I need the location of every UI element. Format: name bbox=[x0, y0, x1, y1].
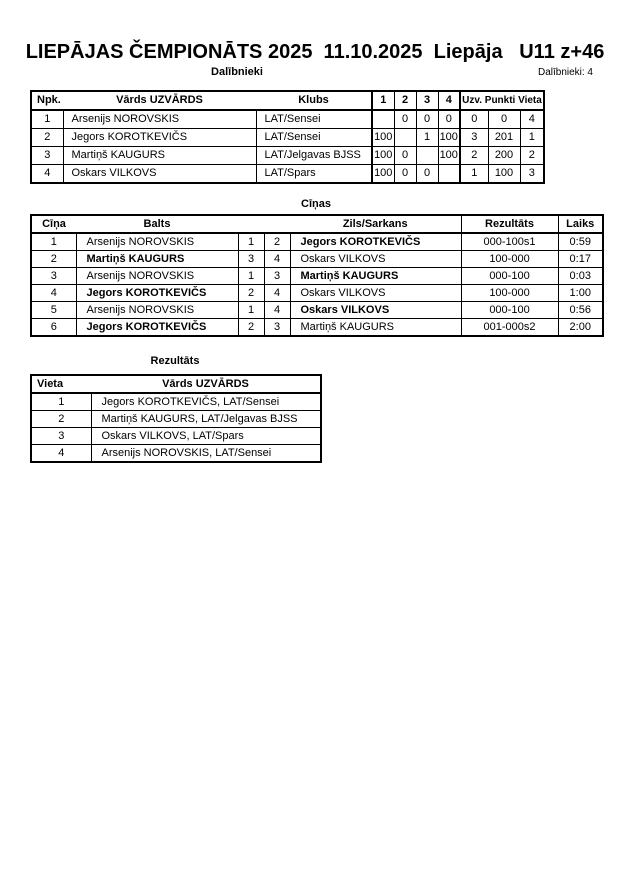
points-cell: 201 bbox=[488, 129, 520, 147]
fight-time: 0:59 bbox=[558, 233, 603, 251]
participant-club: LAT/Sensei bbox=[256, 110, 372, 129]
result-place: 2 bbox=[31, 411, 91, 428]
blue-name: Jegors KOROTKEVIČS bbox=[290, 233, 461, 251]
fight-number: 5 bbox=[31, 302, 76, 319]
fight-time: 0:03 bbox=[558, 268, 603, 285]
score-cell bbox=[438, 165, 460, 184]
col-header-blue-no bbox=[264, 215, 290, 233]
participant-club: LAT/Spars bbox=[256, 165, 372, 184]
results-table bbox=[30, 374, 322, 463]
fight-number: 3 bbox=[31, 268, 76, 285]
fight-result: 000-100 bbox=[461, 268, 558, 285]
blue-number: 4 bbox=[264, 302, 290, 319]
col-header-4: 4 bbox=[438, 91, 460, 110]
col-header-blue: Zils/Sarkans bbox=[290, 215, 461, 233]
col-header-result-name: Vārds UZVĀRDS bbox=[91, 375, 321, 393]
points-cell: 200 bbox=[488, 147, 520, 165]
participant-club: LAT/Sensei bbox=[256, 129, 372, 147]
result-place: 3 bbox=[31, 428, 91, 445]
score-cell: 1 bbox=[416, 129, 438, 147]
blue-name: Oskars VILKOVS bbox=[290, 285, 461, 302]
fight-number: 2 bbox=[31, 251, 76, 268]
fight-row bbox=[31, 285, 603, 302]
participant-row bbox=[31, 110, 544, 129]
result-name: Arsenijs NOROVSKIS, LAT/Sensei bbox=[91, 445, 321, 463]
participant-name: Jegors KOROTKEVIČS bbox=[63, 129, 256, 147]
participant-npk: 2 bbox=[31, 129, 63, 147]
col-header-2: 2 bbox=[394, 91, 416, 110]
participant-row bbox=[31, 147, 544, 165]
participant-name: Martiņš KAUGURS bbox=[63, 147, 256, 165]
white-name: Arsenijs NOROVSKIS bbox=[76, 268, 238, 285]
fight-row bbox=[31, 302, 603, 319]
blue-number: 4 bbox=[264, 251, 290, 268]
fight-time: 1:00 bbox=[558, 285, 603, 302]
score-cell: 0 bbox=[416, 110, 438, 129]
participant-npk: 3 bbox=[31, 147, 63, 165]
score-cell: 100 bbox=[372, 165, 394, 184]
participant-name: Oskars VILKOVS bbox=[63, 165, 256, 184]
score-cell: 0 bbox=[394, 165, 416, 184]
points-cell: 0 bbox=[488, 110, 520, 129]
col-header-place: Vieta bbox=[31, 375, 91, 393]
score-cell: 0 bbox=[394, 147, 416, 165]
col-header-summary: Uzv. Punkti Vieta bbox=[460, 91, 544, 110]
result-place: 1 bbox=[31, 393, 91, 411]
fight-time: 0:56 bbox=[558, 302, 603, 319]
blue-name: Martiņš KAUGURS bbox=[290, 319, 461, 337]
col-header-time: Laiks bbox=[558, 215, 603, 233]
participant-club: LAT/Jelgavas BJSS bbox=[256, 147, 372, 165]
points-cell: 100 bbox=[488, 165, 520, 184]
participant-row bbox=[31, 165, 544, 184]
blue-number: 3 bbox=[264, 268, 290, 285]
fight-result: 000-100 bbox=[461, 302, 558, 319]
col-header-name: Vārds UZVĀRDS bbox=[63, 91, 256, 110]
page-title: LIEPĀJAS ČEMPIONĀTS 2025 11.10.2025 Liepāja U11 z+46 bbox=[25, 41, 605, 63]
score-cell: 100 bbox=[372, 129, 394, 147]
col-header-club: Klubs bbox=[256, 91, 372, 110]
score-cell bbox=[372, 110, 394, 129]
fights-header-row bbox=[31, 215, 603, 233]
result-name: Oskars VILKOVS, LAT/Spars bbox=[91, 428, 321, 445]
score-cell: 0 bbox=[416, 165, 438, 184]
score-cell bbox=[416, 147, 438, 165]
score-cell: 100 bbox=[438, 147, 460, 165]
score-cell bbox=[394, 129, 416, 147]
fight-result: 100-000 bbox=[461, 285, 558, 302]
white-name: Martiņš KAUGURS bbox=[76, 251, 238, 268]
result-name: Martiņš KAUGURS, LAT/Jelgavas BJSS bbox=[91, 411, 321, 428]
participants-count: Dalībnieki: 4 bbox=[537, 67, 593, 78]
fights-table bbox=[30, 214, 604, 337]
blue-name: Martiņš KAUGURS bbox=[290, 268, 461, 285]
result-row bbox=[31, 393, 321, 411]
white-name: Jegors KOROTKEVIČS bbox=[76, 285, 238, 302]
white-name: Jegors KOROTKEVIČS bbox=[76, 319, 238, 337]
white-number: 3 bbox=[238, 251, 264, 268]
result-row bbox=[31, 445, 321, 463]
blue-number: 4 bbox=[264, 285, 290, 302]
section-title-results: Rezultāts bbox=[150, 355, 200, 367]
fight-result: 100-000 bbox=[461, 251, 558, 268]
col-header-white: Balts bbox=[76, 215, 238, 233]
white-name: Arsenijs NOROVSKIS bbox=[76, 302, 238, 319]
fight-number: 4 bbox=[31, 285, 76, 302]
col-header-npk: Npk. bbox=[31, 91, 63, 110]
participant-npk: 1 bbox=[31, 110, 63, 129]
col-header-3: 3 bbox=[416, 91, 438, 110]
fight-number: 1 bbox=[31, 233, 76, 251]
result-name: Jegors KOROTKEVIČS, LAT/Sensei bbox=[91, 393, 321, 411]
wins-cell: 3 bbox=[460, 129, 488, 147]
score-cell: 100 bbox=[438, 129, 460, 147]
blue-number: 2 bbox=[264, 233, 290, 251]
fight-row bbox=[31, 251, 603, 268]
fight-row bbox=[31, 268, 603, 285]
wins-cell: 1 bbox=[460, 165, 488, 184]
participant-npk: 4 bbox=[31, 165, 63, 184]
white-number: 2 bbox=[238, 285, 264, 302]
participants-header-row bbox=[31, 91, 544, 110]
col-header-white-no bbox=[238, 215, 264, 233]
wins-cell: 0 bbox=[460, 110, 488, 129]
white-number: 1 bbox=[238, 302, 264, 319]
place-cell: 4 bbox=[520, 110, 544, 129]
place-cell: 1 bbox=[520, 129, 544, 147]
results-header-row bbox=[31, 375, 321, 393]
white-name: Arsenijs NOROVSKIS bbox=[76, 233, 238, 251]
section-title-fights: Cīņas bbox=[301, 198, 331, 210]
wins-cell: 2 bbox=[460, 147, 488, 165]
white-number: 1 bbox=[238, 233, 264, 251]
blue-name: Oskars VILKOVS bbox=[290, 251, 461, 268]
fight-row bbox=[31, 319, 603, 337]
score-cell: 0 bbox=[438, 110, 460, 129]
fight-result: 000-100s1 bbox=[461, 233, 558, 251]
result-row bbox=[31, 428, 321, 445]
blue-name: Oskars VILKOVS bbox=[290, 302, 461, 319]
fight-time: 2:00 bbox=[558, 319, 603, 337]
fight-row bbox=[31, 233, 603, 251]
fight-time: 0:17 bbox=[558, 251, 603, 268]
col-header-result: Rezultāts bbox=[461, 215, 558, 233]
col-header-1: 1 bbox=[372, 91, 394, 110]
place-cell: 2 bbox=[520, 147, 544, 165]
participant-row bbox=[31, 129, 544, 147]
participants-table bbox=[30, 90, 545, 184]
white-number: 2 bbox=[238, 319, 264, 337]
col-header-fight: Cīņa bbox=[31, 215, 76, 233]
score-cell: 0 bbox=[394, 110, 416, 129]
blue-number: 3 bbox=[264, 319, 290, 337]
result-place: 4 bbox=[31, 445, 91, 463]
section-title-participants: Dalībnieki bbox=[211, 66, 263, 78]
fight-result: 001-000s2 bbox=[461, 319, 558, 337]
place-cell: 3 bbox=[520, 165, 544, 184]
participant-name: Arsenijs NOROVSKIS bbox=[63, 110, 256, 129]
white-number: 1 bbox=[238, 268, 264, 285]
fight-number: 6 bbox=[31, 319, 76, 337]
result-row bbox=[31, 411, 321, 428]
score-cell: 100 bbox=[372, 147, 394, 165]
